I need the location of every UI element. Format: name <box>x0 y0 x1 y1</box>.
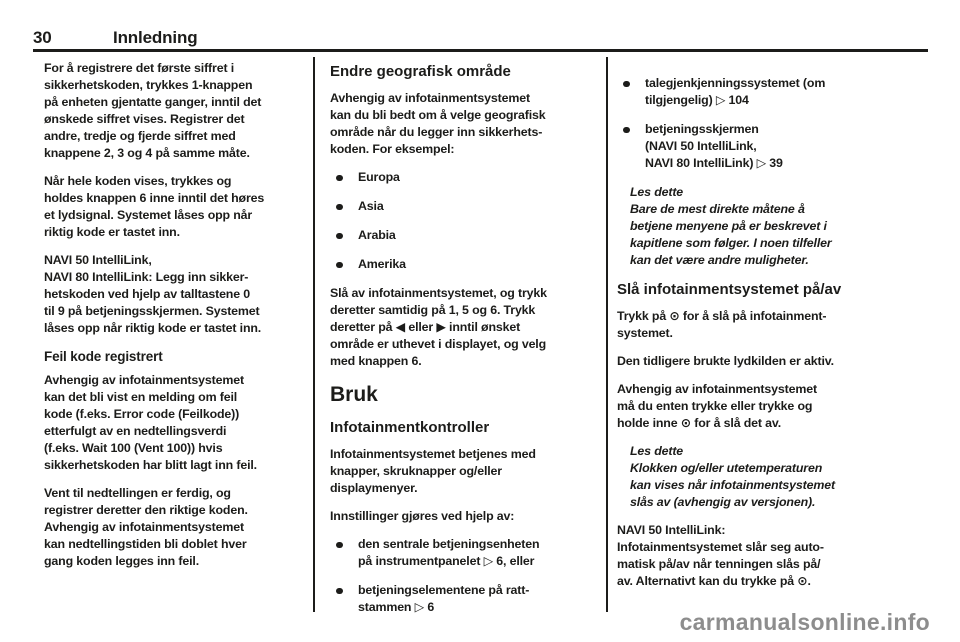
bullet-list <box>330 536 596 616</box>
list-item <box>617 121 913 172</box>
text-line: Vent til nedtellingen er ferdig, og <box>44 486 231 500</box>
text-line: låses opp når riktig kode er tastet inn. <box>44 321 262 335</box>
text-line: betjeningsskjermen <box>645 122 759 136</box>
text-line: displaymenyer. <box>330 481 418 495</box>
text-line: talegjenkjenningssystemet (om <box>645 76 826 90</box>
text-column-1 <box>44 60 312 581</box>
sub-heading: Feil kode registrert <box>44 349 163 364</box>
text-line: knappene 2, 3 og 4 på samme måte. <box>44 146 250 160</box>
text-line: Avhengig av infotainmentsystemet <box>44 520 244 534</box>
text-line: gang koden legges inn feil. <box>44 554 199 568</box>
text-line: riktig kode er tastet inn. <box>44 225 180 239</box>
chapter-title: Innledning <box>113 28 198 47</box>
note-title: Les dette <box>630 185 684 199</box>
paragraph <box>330 508 596 525</box>
paragraph <box>330 285 596 370</box>
note-title: Les dette <box>630 444 684 458</box>
text-line: stammen ▷ 6 <box>358 600 435 614</box>
text-line: Infotainmentsystemet slår seg auto- <box>617 540 824 554</box>
text-line: kapitlene som følger. I noen tilfeller <box>630 236 832 250</box>
text-line: sikkerhetskoden har blitt lagt inn feil. <box>44 458 257 472</box>
text-line: For å registrere det første siffret i <box>44 61 235 75</box>
paragraph <box>330 90 596 158</box>
text-line: betjene menyene på er beskrevet i <box>630 219 827 233</box>
bullet-text <box>358 198 596 215</box>
text-line: ønskede siffret vises. Registrer det <box>44 112 245 126</box>
section-heading: Infotainmentkontroller <box>330 419 490 436</box>
text-line: NAVI 50 IntelliLink: <box>617 523 726 537</box>
paragraph <box>617 381 913 432</box>
bullet-text <box>645 75 913 109</box>
list-item <box>330 198 596 215</box>
text-line: den sentrale betjeningsenheten <box>358 537 540 551</box>
text-line: koden. For eksempel: <box>330 142 455 156</box>
header-rule <box>33 49 928 52</box>
text-line: (NAVI 50 IntelliLink, <box>645 139 757 153</box>
text-line: med knappen 6. <box>330 354 422 368</box>
list-item <box>330 582 596 616</box>
text-line: område når du legger inn sikkerhets- <box>330 125 543 139</box>
paragraph <box>617 308 913 342</box>
text-line: kan du bli bedt om å velge geografisk <box>330 108 546 122</box>
text-line: tilgjengelig) ▷ 104 <box>645 93 749 107</box>
text-line: Den tidligere brukte lydkilden er aktiv. <box>617 354 834 368</box>
note-body <box>630 201 913 269</box>
paragraph <box>44 173 312 241</box>
text-line: Europa <box>358 170 400 184</box>
text-line: andre, tredje og fjerde siffret med <box>44 129 236 143</box>
text-line: slås av (avhengig av versjonen). <box>630 495 816 509</box>
text-line: NAVI 80 IntelliLink) ▷ 39 <box>645 156 783 170</box>
text-line: deretter på ◀ eller ▶ inntil ønsket <box>330 320 521 334</box>
page-number: 30 <box>33 28 52 47</box>
text-line: registrer deretter den riktige koden. <box>44 503 248 517</box>
list-item <box>330 169 596 186</box>
text-line: holdes knappen 6 inne inntil det høres <box>44 191 265 205</box>
paragraph <box>617 353 913 370</box>
text-line: Klokken og/eller utetemperaturen <box>630 461 823 475</box>
text-line: Innstillinger gjøres ved hjelp av: <box>330 509 515 523</box>
text-line: betjeningselementene på ratt- <box>358 583 530 597</box>
text-line: hetskoden ved hjelp av talltastene 0 <box>44 287 251 301</box>
section-heading: Endre geografisk område <box>330 63 511 80</box>
paragraph <box>44 485 312 570</box>
text-line: kode (f.eks. Error code (Feilkode)) <box>44 407 240 421</box>
text-line: kan vises når infotainmentsystemet <box>630 478 835 492</box>
column-divider <box>313 57 315 612</box>
text-line: deretter samtidig på 1, 5 og 6. Trykk <box>330 303 536 317</box>
text-line: Bare de mest direkte måtene å <box>630 202 805 216</box>
section-heading: Slå infotainmentsystemet på/av <box>617 281 842 298</box>
text-line: Asia <box>358 199 384 213</box>
bullet-icon <box>336 233 343 240</box>
bullet-icon <box>623 81 630 88</box>
text-line: etterfulgt av en nedtellingsverdi <box>44 424 227 438</box>
text-line: Slå av infotainmentsystemet, og trykk <box>330 286 547 300</box>
bullet-text <box>358 582 596 616</box>
column-divider <box>606 57 608 612</box>
text-line: Trykk på ⊙ for å slå på infotainment- <box>617 309 827 323</box>
text-line: et lydsignal. Systemet låses opp når <box>44 208 253 222</box>
bullet-text <box>358 536 596 570</box>
list-item <box>617 75 913 109</box>
site-watermark: carmanualsonline.info <box>679 609 930 635</box>
text-line: til 9 på betjeningsskjermen. Systemet <box>44 304 260 318</box>
paragraph <box>44 252 312 337</box>
bullet-icon <box>336 542 343 549</box>
text-line: Infotainmentsystemet betjenes med <box>330 447 536 461</box>
text-line: NAVI 80 IntelliLink: Legg inn sikker- <box>44 270 249 284</box>
text-line: kan det bli vist en melding om feil <box>44 390 238 404</box>
bullet-list <box>617 75 913 172</box>
text-line: av. Alternativt kan du trykke på ⊙. <box>617 574 811 588</box>
paragraph <box>44 372 312 474</box>
text-line: kan nedtellingstiden bli doblet hver <box>44 537 247 551</box>
text-line: (f.eks. Wait 100 (Vent 100)) hvis <box>44 441 223 455</box>
text-line: systemet. <box>617 326 673 340</box>
bullet-icon <box>623 127 630 134</box>
text-line: kan det være andre muligheter. <box>630 253 809 267</box>
text-line: Avhengig av infotainmentsystemet <box>617 382 817 396</box>
bullet-icon <box>336 175 343 182</box>
text-line: matisk på/av når tenningen slås på/ <box>617 557 821 571</box>
bullet-text <box>358 227 596 244</box>
bullet-icon <box>336 204 343 211</box>
bullet-text <box>645 121 913 172</box>
note-body <box>630 460 913 511</box>
list-item <box>330 536 596 570</box>
bullet-icon <box>336 262 343 269</box>
text-line: område er uthevet i displayet, og velg <box>330 337 547 351</box>
text-line: Amerika <box>358 257 406 271</box>
text-line: Arabia <box>358 228 396 242</box>
paragraph <box>617 522 913 590</box>
bullet-text <box>358 169 596 186</box>
bullet-text <box>358 256 596 273</box>
text-line: Avhengig av infotainmentsystemet <box>330 91 530 105</box>
bullet-icon <box>336 588 343 595</box>
text-column-3 <box>617 60 913 601</box>
text-line: på instrumentpanelet ▷ 6, eller <box>358 554 535 568</box>
text-line: må du enten trykke eller trykke og <box>617 399 813 413</box>
paragraph <box>44 60 312 162</box>
text-line: holde inne ⊙ for å slå det av. <box>617 416 782 430</box>
text-column-2 <box>330 60 596 628</box>
bullet-list <box>330 169 596 273</box>
note-block <box>617 443 913 511</box>
chapter-section-heading: Bruk <box>330 383 378 406</box>
list-item <box>330 256 596 273</box>
list-item <box>330 227 596 244</box>
text-line: på enheten gjentatte ganger, inntil det <box>44 95 262 109</box>
text-line: NAVI 50 IntelliLink, <box>44 253 152 267</box>
text-line: Avhengig av infotainmentsystemet <box>44 373 244 387</box>
paragraph <box>330 446 596 497</box>
text-line: knapper, skruknapper og/eller <box>330 464 502 478</box>
text-line: sikkerhetskoden, trykkes 1-knappen <box>44 78 253 92</box>
note-block <box>617 184 913 269</box>
text-line: Når hele koden vises, trykkes og <box>44 174 232 188</box>
